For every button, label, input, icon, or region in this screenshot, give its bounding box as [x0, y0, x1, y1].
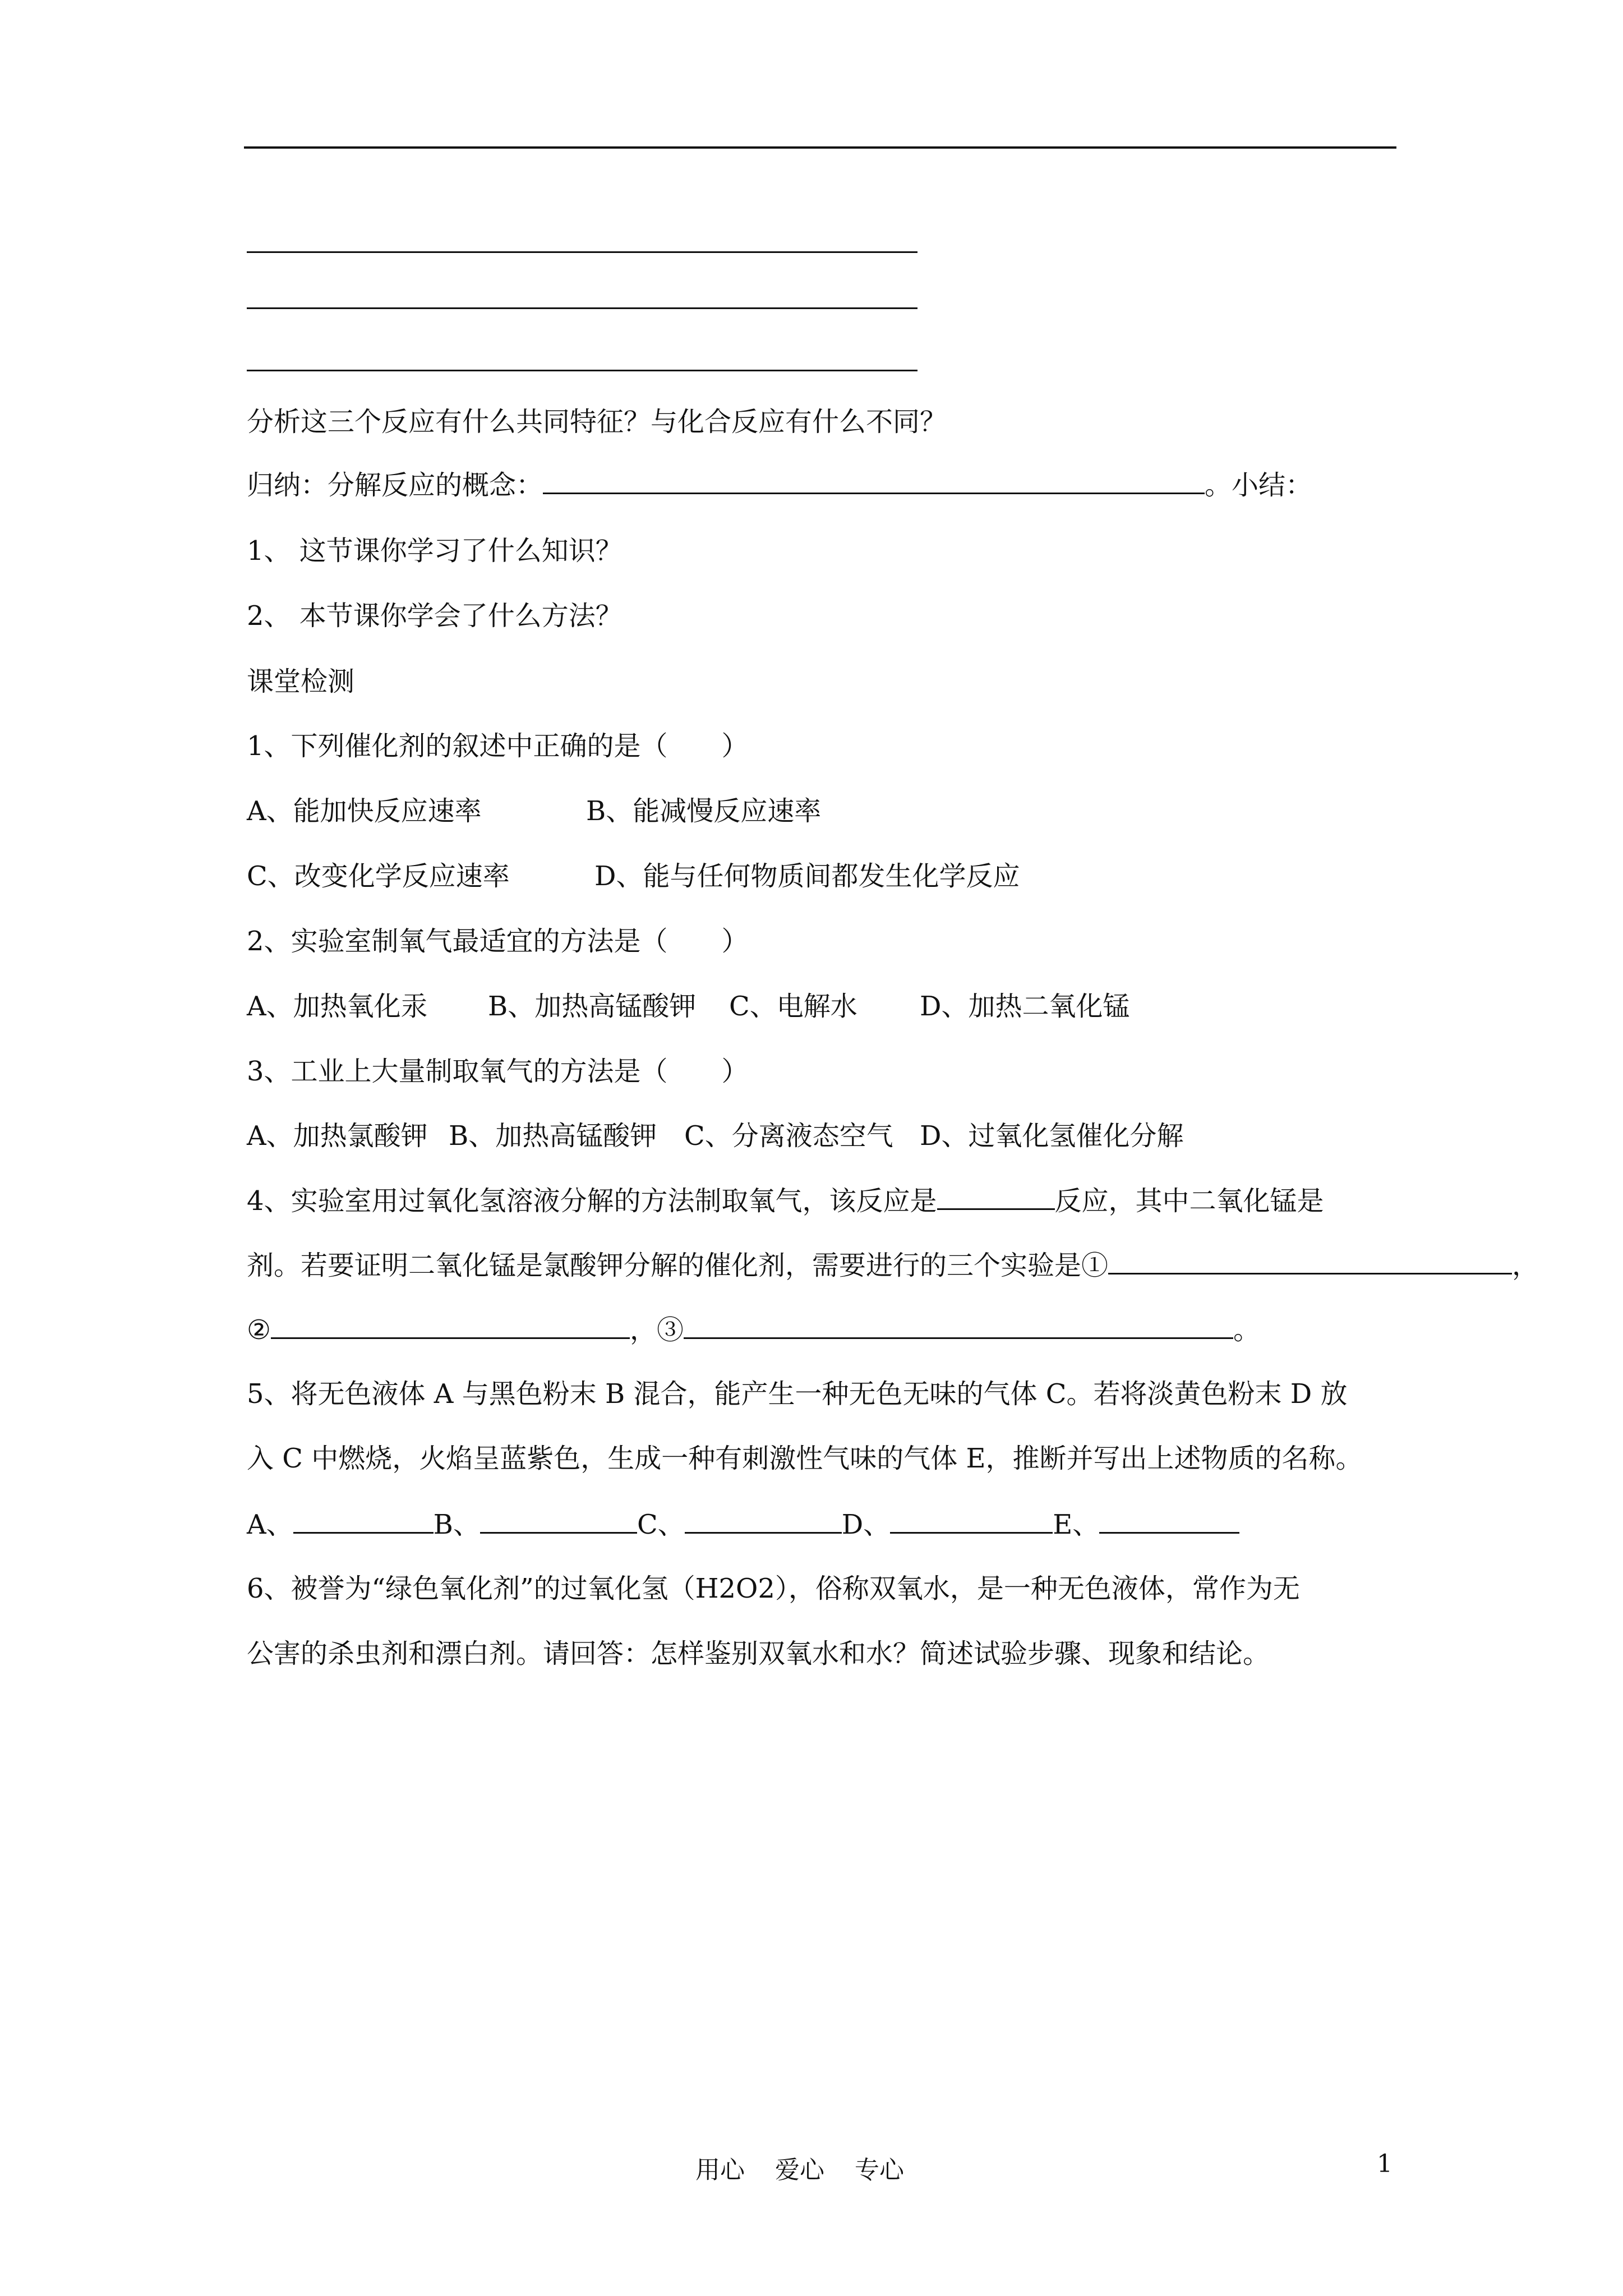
header-rule — [244, 146, 1396, 149]
q4-line-1 — [247, 1184, 1324, 1218]
q2-option-b[interactable]: B、加热高锰酸钾 — [488, 991, 697, 1022]
q2-option-d[interactable]: D、加热二氧化锰 — [920, 991, 1130, 1022]
q4-text-part-3-end: ， — [1512, 1250, 1539, 1281]
q1-option-b[interactable]: B、能减慢反应速率 — [586, 795, 822, 827]
answer-blank-line-3[interactable] — [247, 370, 917, 371]
footer-slogan: 用心 爱心 专心 — [695, 2156, 904, 2184]
q5-label-e: E、 — [1053, 1509, 1100, 1540]
q4-circle-2: ② — [247, 1314, 271, 1346]
q1-options-row-1 — [247, 794, 821, 828]
q1-stem: 1、下列催化剂的叙述中正确的是（ ） — [247, 730, 749, 762]
induction-prefix: 归纳：分解反应的概念： — [247, 470, 543, 501]
q2-stem: 2、实验室制氧气最适宜的方法是（ ） — [247, 926, 749, 957]
induction-line — [247, 468, 1312, 502]
answer-blank-line-1[interactable] — [247, 251, 917, 253]
q1-option-c[interactable]: C、改变化学反应速率 — [247, 861, 510, 892]
q5-line-2: 入 C 中燃烧，火焰呈蓝紫色，生成一种有刺激性气味的气体 E，推断并写出上述物质的名称。 — [247, 1443, 1363, 1474]
q5-blank-a[interactable] — [293, 1507, 434, 1534]
q5-blank-e[interactable] — [1099, 1507, 1239, 1534]
page-number: 1 — [1377, 2150, 1393, 2178]
q3-options — [247, 1119, 1184, 1153]
q1-options-row-2 — [247, 859, 1020, 893]
q5-line-1: 5、将无色液体 A 与黑色粉末 B 混合，能产生一种无色无味的气体 C。若将淡黄色粉末 D 放 — [247, 1378, 1348, 1410]
q2-options — [247, 990, 1130, 1023]
q4-reaction-type-blank[interactable] — [937, 1184, 1055, 1210]
q4-text-end: 。 — [1233, 1314, 1261, 1346]
q4-experiment-1-blank[interactable] — [1108, 1248, 1512, 1274]
q6-line-2: 公害的杀虫剂和漂白剂。请回答：怎样鉴别双氧水和水？简述试验步骤、现象和结论。 — [247, 1638, 1270, 1669]
q3-option-c[interactable]: C、分离液态空气 — [684, 1120, 893, 1152]
q4-text-part-2: 反应，其中二氧化锰是 — [1054, 1185, 1324, 1217]
q5-label-a: A、 — [247, 1509, 293, 1540]
answer-blank-line-2[interactable] — [247, 307, 917, 309]
q5-label-b: B、 — [433, 1509, 480, 1540]
q5-blank-c[interactable] — [685, 1507, 842, 1534]
q3-stem: 3、工业上大量制取氧气的方法是（ ） — [247, 1056, 749, 1087]
q1-option-a[interactable]: A、能加快反应速率 — [247, 795, 482, 827]
summary-question-1: 1、 这节课你学习了什么知识？ — [247, 535, 623, 567]
q4-circle-3: ，③ — [630, 1314, 684, 1346]
section-title: 课堂检测 — [247, 666, 355, 697]
q2-option-c[interactable]: C、电解水 — [729, 991, 857, 1022]
summary-question-2: 2、 本节课你学会了什么方法？ — [247, 600, 623, 632]
q5-blank-d[interactable] — [890, 1507, 1053, 1534]
q5-answers — [247, 1507, 1239, 1542]
q4-text-part-3: 剂。若要证明二氧化锰是氯酸钾分解的催化剂，需要进行的三个实验是① — [247, 1250, 1109, 1281]
q3-option-b[interactable]: B、加热高锰酸钾 — [449, 1120, 657, 1152]
q5-blank-b[interactable] — [480, 1507, 637, 1534]
q2-option-a[interactable]: A、加热氧化汞 — [247, 991, 428, 1022]
q6-line-1: 6、被誉为“绿色氧化剂”的过氧化氢（H2O2），俗称双氧水，是一种无色液体，常作为无 — [247, 1573, 1300, 1604]
induction-suffix: 。小结： — [1205, 470, 1313, 501]
q4-line-2 — [247, 1248, 1539, 1282]
q4-line-3 — [247, 1313, 1260, 1347]
q3-option-a[interactable]: A、加热氯酸钾 — [247, 1120, 428, 1152]
q1-option-d[interactable]: D、能与任何物质间都发生化学反应 — [594, 861, 1020, 892]
q3-option-d[interactable]: D、过氧化氢催化分解 — [920, 1120, 1184, 1152]
q4-experiment-2-blank[interactable] — [271, 1313, 630, 1339]
q4-text-part-1: 4、实验室用过氧化氢溶液分解的方法制取氧气，该反应是 — [247, 1185, 937, 1217]
question-analyze: 分析这三个反应有什么共同特征？与化合反应有什么不同？ — [247, 406, 947, 438]
q4-experiment-3-blank[interactable] — [684, 1313, 1233, 1339]
concept-blank[interactable] — [543, 468, 1205, 494]
q5-label-d: D、 — [841, 1509, 891, 1540]
q5-label-c: C、 — [637, 1509, 685, 1540]
